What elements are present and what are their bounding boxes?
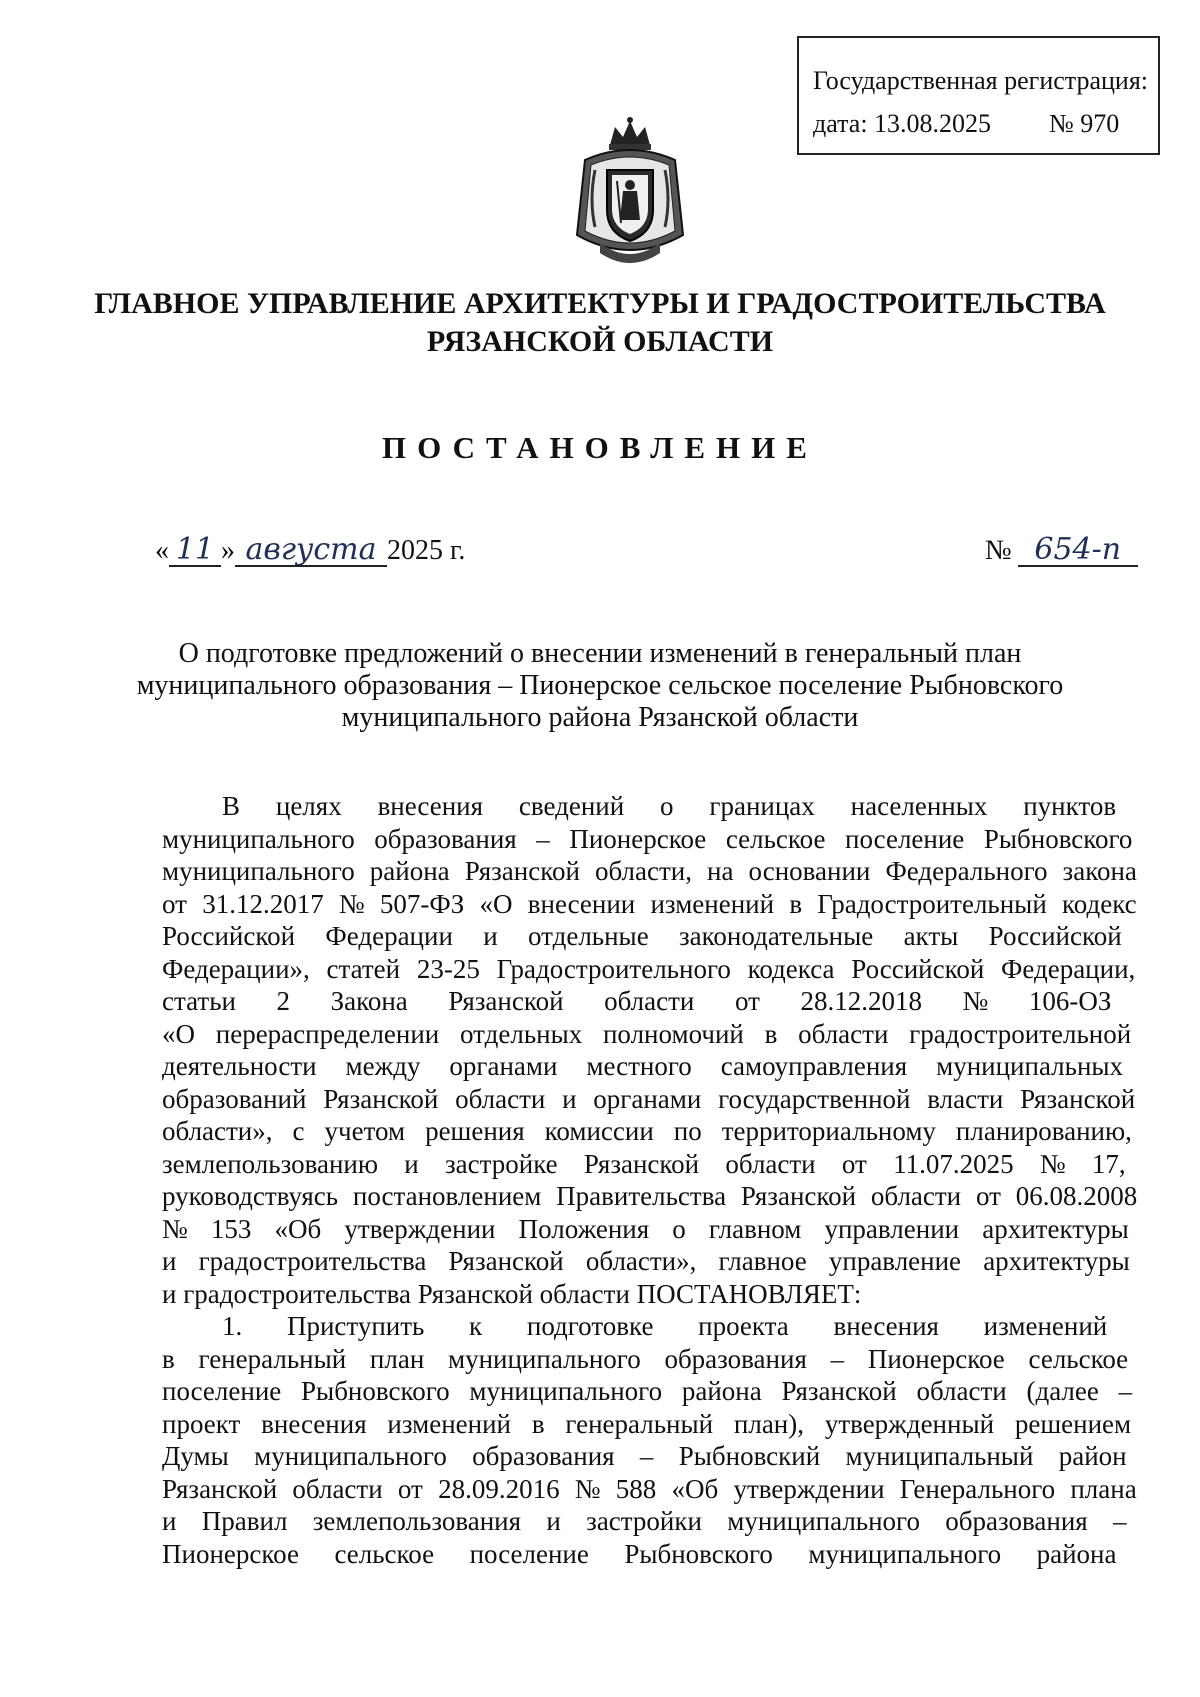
body-line: № 153 «Об утверждении Положения о главном управлении архитектуры [162, 1213, 1129, 1244]
date-month-handwritten: августа [235, 535, 387, 567]
date-year: 2025 г. [387, 535, 466, 566]
body-line: области», с учетом решения комиссии по территориальному планированию, [162, 1116, 1132, 1146]
body-line: Пионерское сельское поселение Рыбновского муниципального района [162, 1538, 1117, 1569]
subject-line-2: муниципального образования – Пионерское сельское поселение Рыбновского [136, 670, 1064, 701]
registration-number: № 970 [1049, 109, 1120, 138]
registration-date: дата: 13.08.2025 [813, 109, 992, 138]
organization-title [0, 285, 1200, 361]
body-line: Федерации», статей 23-25 Градостроительного кодекса Российской Федерации, [162, 953, 1136, 984]
date-open-quote: « [155, 535, 169, 566]
body-line: Рязанской области от 28.09.2016 № 588 «Об утверждении Генерального плана [162, 1473, 1137, 1504]
document-number [985, 532, 1138, 567]
body-line: от 31.12.2017 № 507-ФЗ «О внесении изменений в Градостроительный кодекс [162, 888, 1137, 919]
body-line: 1. Приступить к подготовке проекта внесения изменений [222, 1311, 1108, 1341]
document-date [155, 532, 466, 567]
body-line: руководствуясь постановлением Правительства Рязанской области от 06.08.2008 [162, 1181, 1138, 1211]
document-number-prefix: № [985, 535, 1012, 566]
body-line: статьи 2 Закона Рязанской области от 28.12.2018 № 106-ОЗ [162, 986, 1112, 1016]
body-line: землепользованию и застройке Рязанской области от 11.07.2025 № 17, [162, 1148, 1126, 1179]
date-day-handwritten: 11 [169, 535, 221, 567]
date-close-quote: » [221, 535, 235, 566]
document-body [162, 790, 1152, 1570]
body-line: муниципального района Рязанской области, на основании Федерального закона [162, 856, 1137, 886]
body-line: Российской Федерации и отдельные законодательные акты Российской [162, 921, 1122, 951]
document-number-handwritten: 654-п [1018, 535, 1138, 567]
body-line: В целях внесения сведений о границах населенных пунктов [222, 791, 1117, 821]
body-line: Думы муниципального образования – Рыбновский муниципальный район [162, 1441, 1127, 1471]
registration-stamp [797, 36, 1160, 155]
organization-title-line-2: РЯЗАНСКОЙ ОБЛАСТИ [426, 325, 774, 358]
body-line: муниципального образования – Пионерское сельское поселение Рыбновского [162, 823, 1133, 854]
coat-of-arms-icon [565, 115, 695, 275]
body-line: проект внесения изменений в генеральный план), утвержденный решением [162, 1408, 1132, 1439]
body-line: и градостроительства Рязанской области», главное управление архитектуры [162, 1246, 1130, 1276]
body-line: образований Рязанской области и органами государственной власти Рязанской [162, 1083, 1136, 1114]
document-subject [0, 638, 1200, 734]
subject-line-3: муниципального района Рязанской области [341, 702, 859, 733]
body-line: «О перераспределении отдельных полномочий в области градостроительной [162, 1018, 1132, 1049]
organization-title-line-1: ГЛАВНОЕ УПРАВЛЕНИЕ АРХИТЕКТУРЫ И ГРАДОСТРОИТЕЛЬСТВА [94, 287, 1106, 320]
body-line: деятельности между органами местного самоуправления муниципальных [162, 1051, 1124, 1081]
body-line: в генеральный план муниципального образования – Пионерское сельское [162, 1343, 1129, 1374]
registration-title: Государственная регистрация: [813, 66, 1149, 95]
subject-line-1: О подготовке предложений о внесении изменений в генеральный план [178, 638, 1022, 669]
body-line: и градостроительства Рязанской области ПОСТАНОВЛЯЕТ: [162, 1278, 862, 1309]
body-line: и Правил землепользования и застройки муниципального образования – [162, 1506, 1127, 1536]
document-type-heading: ПОСТАНОВЛЕНИЕ [382, 430, 818, 465]
body-line: поселение Рыбновского муниципального района Рязанской области (далее – [162, 1376, 1133, 1406]
